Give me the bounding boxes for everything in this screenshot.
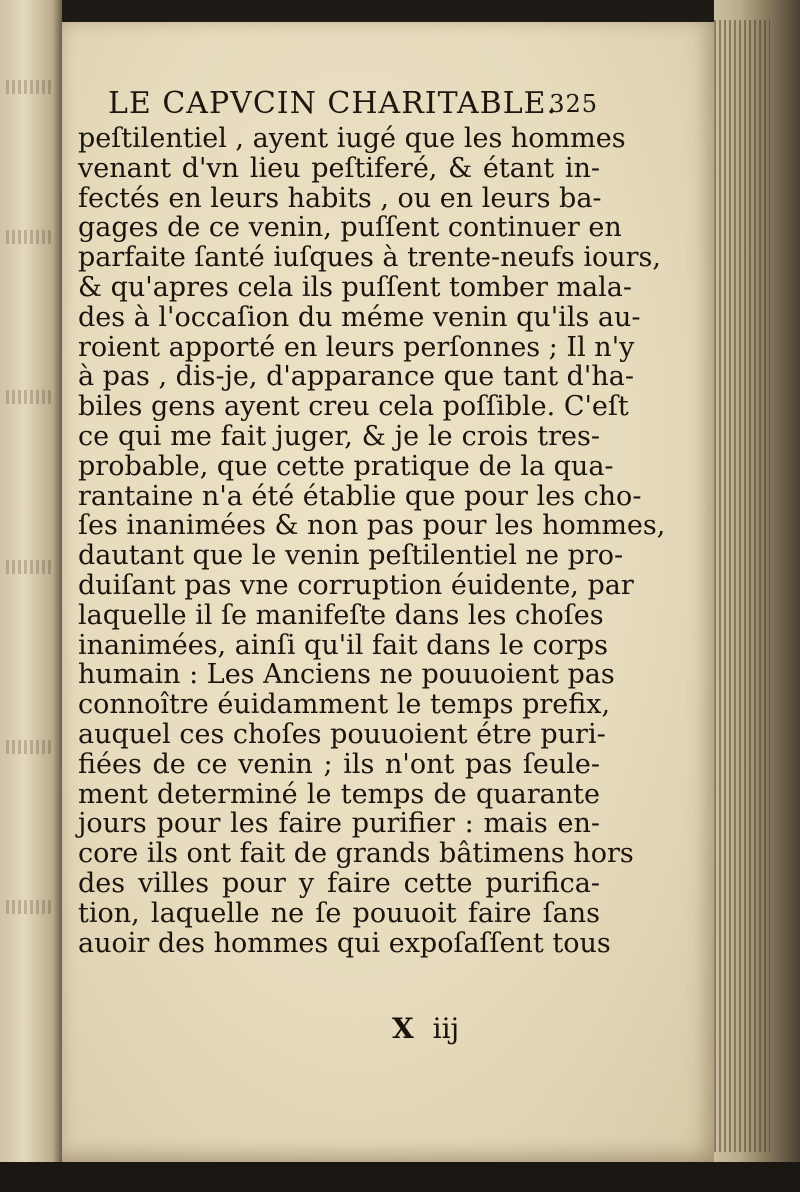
text-line: à pas , dis-je, d'apparance que tant d'ha- — [78, 361, 634, 393]
facing-page-edge — [0, 0, 62, 1192]
text-line: fiées de ce venin ; ils n'ont pas ſeule- — [78, 748, 600, 780]
page-stack-edge — [714, 0, 800, 1192]
signature-letter: X — [392, 1012, 414, 1045]
body-text — [78, 123, 666, 959]
text-line: venant d'vn lieu peſtiferé, & étant in- — [78, 152, 600, 184]
text-line: roient apporté en leurs perſonnes ; Il n'y — [78, 331, 635, 363]
text-line: connoître éuidamment le temps prefix, — [78, 689, 611, 721]
text-line: & qu'apres cela ils puſſent tomber mala- — [78, 271, 633, 303]
text-line: ce qui me fait juger, & je le crois tres- — [78, 420, 600, 452]
text-line: tion, laquelle ne ſe pouuoit faire ſans — [78, 897, 600, 929]
text-line: inanimées, ainſi qu'il fait dans le corps — [78, 629, 608, 661]
text-line: probable, que cette pratique de la qua- — [78, 450, 614, 482]
text-line: des villes pour y faire cette purifica- — [78, 867, 600, 899]
text-line: dautant que le venin peſtilentiel ne pro- — [78, 540, 624, 572]
text-line: biles gens ayent creu cela poſſible. C'eſt — [78, 391, 629, 423]
running-header — [108, 76, 598, 128]
text-line: ſes inanimées & non pas pour les hommes, — [78, 510, 666, 542]
text-line: fectés en leurs habits , ou en leurs ba- — [78, 182, 602, 214]
text-line: auquel ces choſes pouuoient étre puri- — [78, 718, 606, 750]
text-line: humain : Les Anciens ne pouuoient pas — [78, 659, 615, 691]
signature-mark — [392, 1012, 492, 1045]
signature-numeral: iij — [432, 1012, 460, 1045]
text-line: rantaine n'a été établie que pour les cho- — [78, 480, 642, 512]
scan-bottom-border — [0, 1162, 800, 1192]
text-line: jours pour les faire purifier : mais en- — [78, 808, 600, 840]
page-number: 325 — [549, 90, 598, 118]
text-line: des à l'occaſion du méme venin qu'ils au- — [78, 301, 641, 333]
text-line: parfaite ſanté iuſques à trente-neufs iours, — [78, 242, 661, 274]
running-title: LE CAPVCIN CHARITABLE. — [108, 86, 558, 121]
scan-top-border — [0, 0, 800, 22]
text-line: duiſant pas vne corruption éuidente, par — [78, 569, 634, 601]
text-line: ment determiné le temps de quarante — [78, 778, 600, 810]
text-line: core ils ont fait de grands bâtimens hors — [78, 838, 634, 870]
text-line: gages de ce venin, puſſent continuer en — [78, 212, 622, 244]
text-line: peſtilentiel , ayent iugé que les hommes — [78, 123, 626, 154]
text-line: auoir des hommes qui expoſaſſent tous — [78, 927, 611, 959]
text-line: laquelle il ſe manifeſte dans les choſes — [78, 599, 604, 631]
